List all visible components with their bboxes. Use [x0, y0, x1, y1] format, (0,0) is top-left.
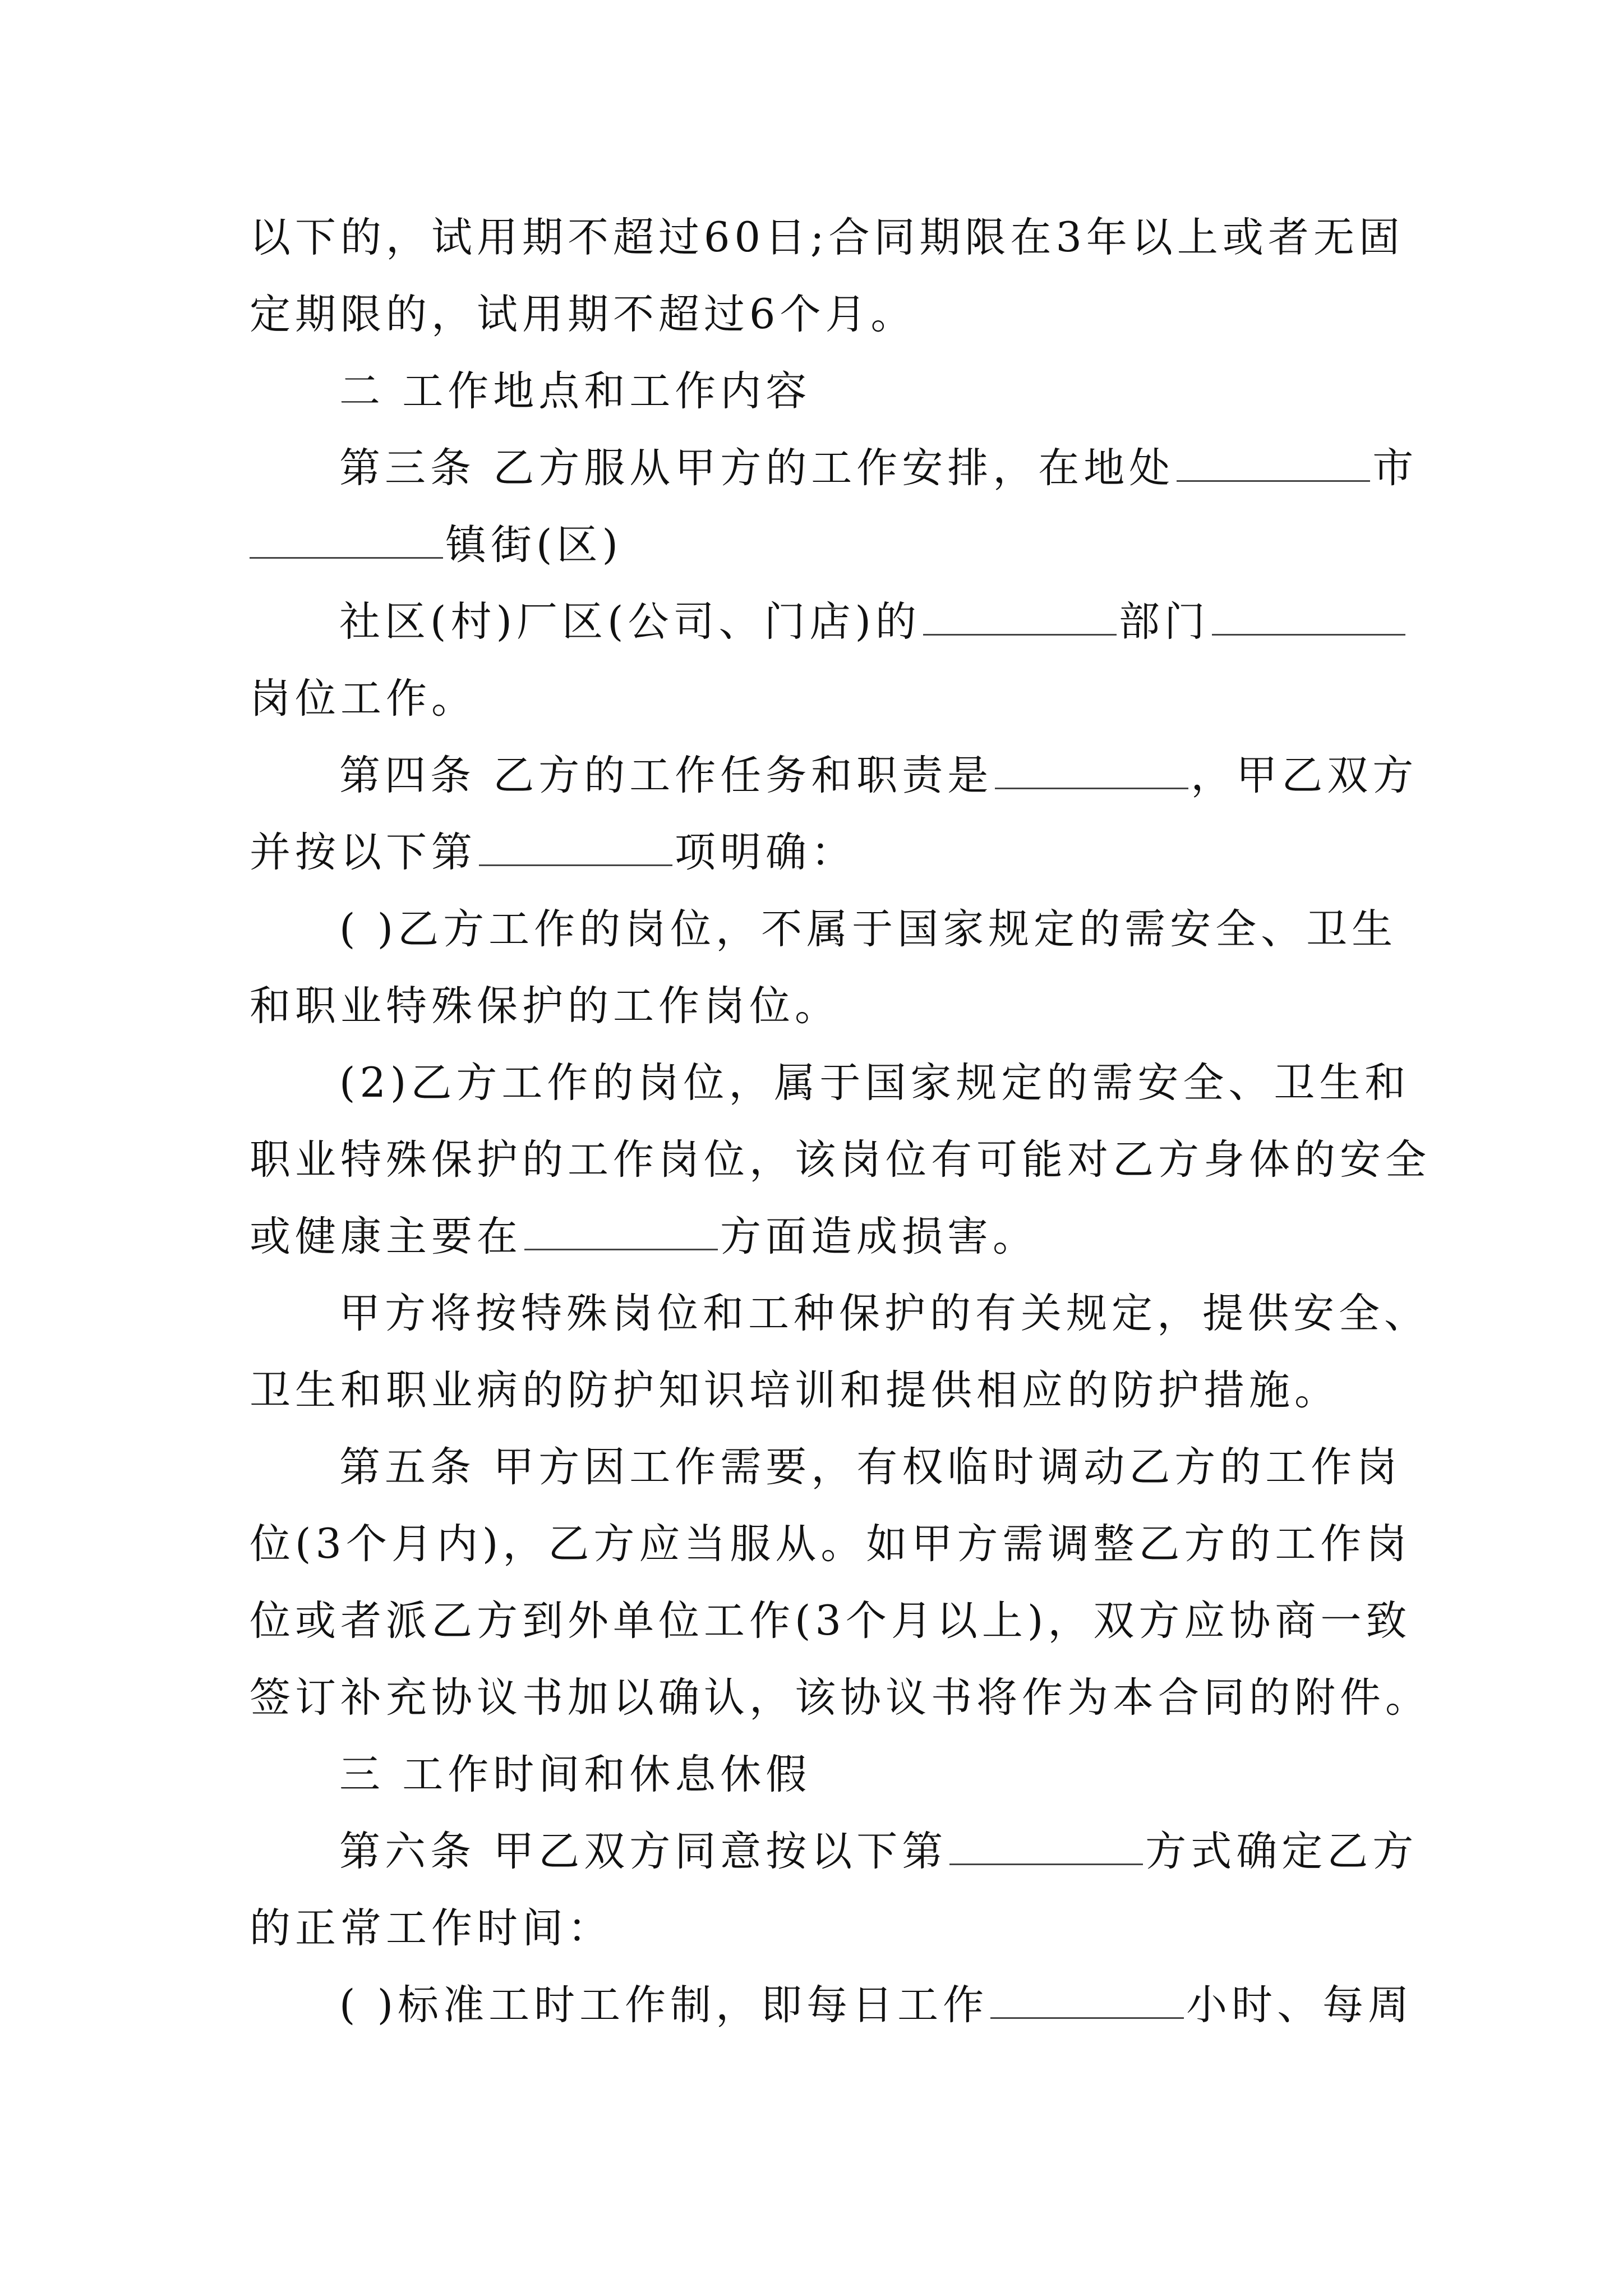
line-text: ( )标准工时工作制，即每日工作	[339, 1981, 989, 2029]
section-heading	[250, 353, 1405, 430]
fill-blank[interactable]	[250, 557, 443, 559]
line-text: 第五条 甲方因工作需要，有权临时调动乙方的工作岗	[339, 1443, 1402, 1491]
text-line	[250, 1582, 1412, 1659]
text-line	[250, 737, 1418, 814]
fill-blank[interactable]	[524, 1249, 718, 1250]
text-line	[250, 1352, 1405, 1429]
fill-blank[interactable]	[479, 864, 672, 866]
line-text: 部门	[1118, 598, 1210, 646]
line-text: 小时、每周	[1186, 1981, 1414, 2029]
line-text: 和职业特殊保护的工作岗位。	[250, 982, 840, 1030]
fill-blank[interactable]	[949, 1864, 1143, 1865]
line-text: 的正常工作时间：	[250, 1904, 613, 1952]
fill-blank[interactable]	[1177, 480, 1370, 482]
section-heading-text: 三 工作时间和休息休假	[339, 1751, 811, 1798]
line-text: (2)乙方工作的岗位，属于国家规定的需安全、卫生和	[339, 1059, 1410, 1107]
text-line	[250, 814, 1405, 891]
text-line	[250, 1121, 1431, 1198]
text-line	[250, 1429, 1405, 1506]
line-text: 签订补充协议书加以确认，该协议书将作为本合同的附件。	[250, 1674, 1431, 1722]
text-line	[250, 199, 1405, 276]
text-line	[250, 1813, 1418, 1890]
line-text: 位或者派乙方到外单位工作(3个月以上)，双方应协商一致	[250, 1597, 1412, 1645]
line-text: 社区(村)厂区(公司、门店)的	[339, 598, 921, 646]
line-text: 镇街(区)	[445, 521, 623, 569]
line-text: 卫生和职业病的防护知识培训和提供相应的防护措施。	[250, 1366, 1340, 1414]
line-text: 以下的，试用期不超过60日;合同期限在3年以上或者无固	[250, 214, 1404, 261]
document-body	[250, 199, 1431, 2044]
line-text: 位(3个月内)，乙方应当服从。如甲方需调整乙方的工作岗	[250, 1520, 1412, 1568]
line-text: 市	[1372, 444, 1418, 492]
text-line	[250, 1659, 1431, 1736]
text-line	[250, 1967, 1414, 2044]
fill-blank[interactable]	[1212, 634, 1405, 636]
section-heading-text: 二 工作地点和工作内容	[339, 367, 811, 415]
line-text: 岗位工作。	[250, 675, 477, 723]
text-line	[250, 1275, 1430, 1352]
text-line	[250, 430, 1418, 507]
line-text: 第六条 甲乙双方同意按以下第	[339, 1828, 948, 1875]
line-text: 第三条 乙方服从甲方的工作安排，在地处	[339, 444, 1175, 492]
text-line	[250, 583, 1405, 660]
fill-blank[interactable]	[995, 788, 1188, 789]
line-text: 职业特殊保护的工作岗位，该岗位有可能对乙方身体的安全	[250, 1136, 1431, 1184]
text-line	[250, 1045, 1410, 1121]
line-text: ( )乙方工作的岗位，不属于国家规定的需安全、卫生	[339, 905, 1398, 953]
line-text: 或健康主要在	[250, 1213, 522, 1260]
line-text: 方面造成损害。	[720, 1213, 1038, 1260]
line-text: 方式确定乙方	[1145, 1828, 1418, 1875]
fill-blank[interactable]	[923, 634, 1117, 636]
section-heading	[250, 1736, 1405, 1813]
text-line	[250, 276, 1405, 353]
text-line	[250, 1890, 1405, 1967]
line-text: 项明确：	[675, 829, 856, 876]
line-text: 甲方将按特殊岗位和工种保护的有关规定，提供安全、	[339, 1290, 1430, 1337]
text-line	[250, 660, 1405, 737]
line-text: 并按以下第	[250, 829, 477, 876]
fill-blank[interactable]	[990, 2017, 1184, 2019]
line-text: 第四条 乙方的工作任务和职责是	[339, 752, 993, 799]
text-line	[250, 1198, 1405, 1275]
text-line	[250, 1506, 1412, 1582]
text-line	[250, 968, 1405, 1045]
line-text: 定期限的，试用期不超过6个月。	[250, 291, 916, 338]
text-line	[250, 507, 1405, 583]
text-line	[250, 891, 1405, 968]
line-text: ，甲乙双方	[1191, 752, 1418, 799]
